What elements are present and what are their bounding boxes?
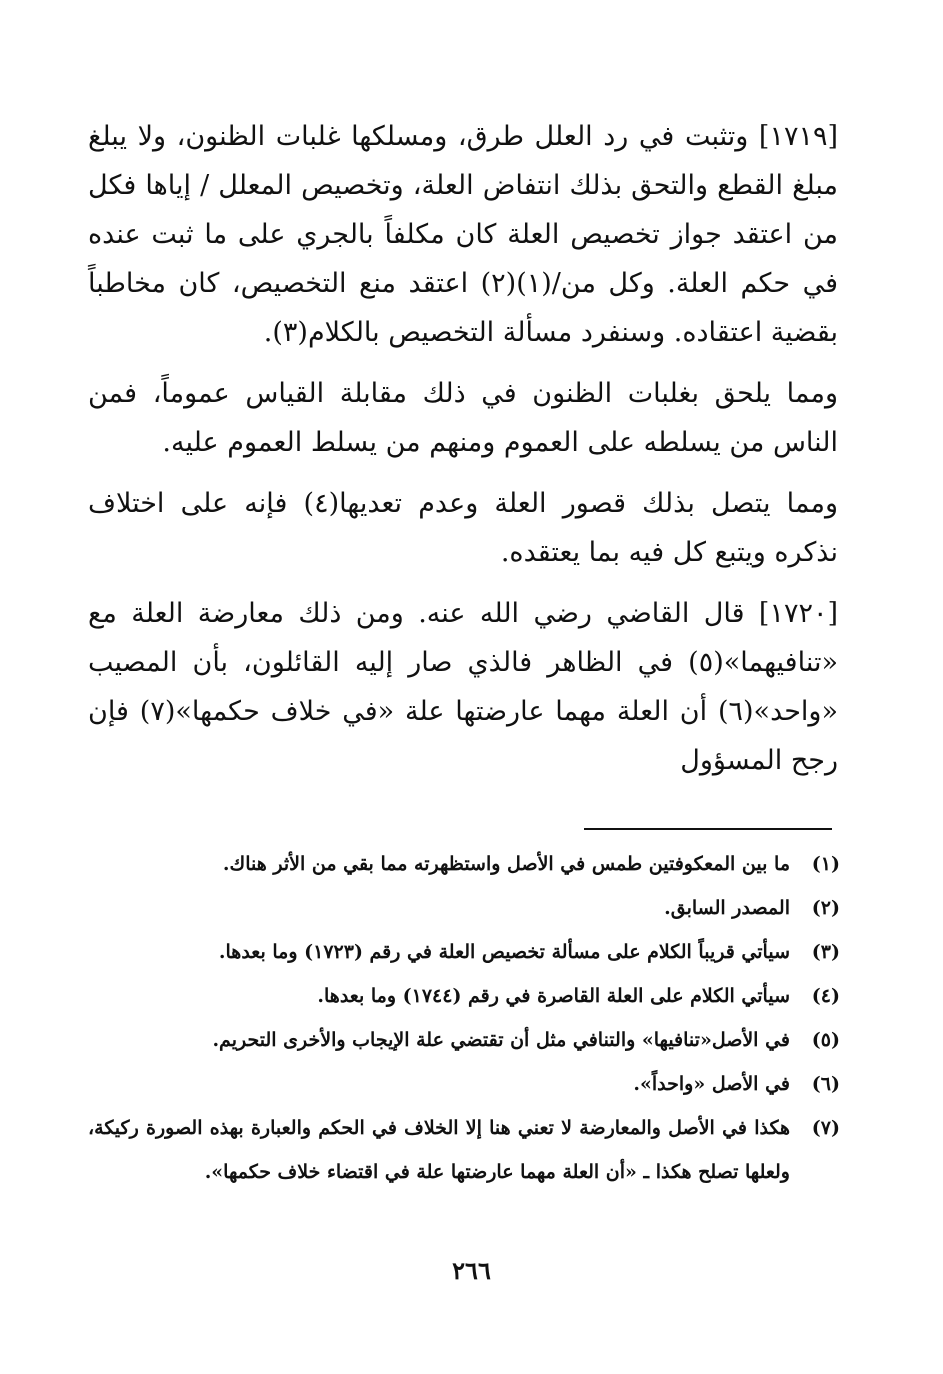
footnote-text: ما بين المعكوفتين طمس في الأصل واستظهرته مما بقي من الأثر هناك.: [222, 853, 790, 875]
footnote-number: (٤): [811, 985, 840, 1007]
paragraph-qusur-illa: ومما يتصل بذلك قصور العلة وعدم تعديها(٤) فإنه على اختلاف نذكره ويتبع كل فيه بما يعتقده.: [88, 488, 838, 568]
footnote-6: [88, 1062, 840, 1106]
footnote-number: (٣): [811, 941, 840, 963]
footnote-3: [88, 930, 840, 974]
paragraph-qiyas-umum: ومما يلحق بغلبات الظنون في ذلك مقابلة القياس عموماً، فمن الناس من يسلطه على العموم ومنهم من يسلط العموم عليه.: [88, 378, 838, 458]
footnote-text: هكذا في الأصل والمعارضة لا تعني هنا إلا الخلاف في الحكم والعبارة بهذه الصورة ركيكة، ولعلها تصلح هكذا ـ «أن العلة مهما عارضتها علة في اقتضاء خلاف حكمها».: [88, 1117, 790, 1183]
footnote-7: [88, 1106, 840, 1194]
footnote-text: المصدر السابق.: [664, 897, 790, 919]
paragraph-1719: [١٧١٩] وتثبت في رد العلل طرق، ومسلكها غلبات الظنون، ولا يبلغ مبلغ القطع والتحق بذلك انتفاض العلة، وتخصيص المعلل / إياها فكل من اعتقد جواز تخصيص العلة كان مكلفاً بالجري على ما ثبت عنده في حكم العلة. وكل من/(١)(٢) اعتقد منع التخصيص، كان مخاطباً بقضية اعتقاده. وسنفرد مسألة التخصيص بالكلام(٣).: [88, 121, 838, 348]
footnote-2: [88, 886, 840, 930]
footnote-4: [88, 974, 840, 1018]
page-number: ٢٦٦: [452, 1256, 491, 1285]
footnote-number: (٦): [811, 1073, 840, 1095]
footnote-number: (٢): [811, 897, 840, 919]
footnote-5: [88, 1018, 840, 1062]
paragraph-1720: [١٧٢٠] قال القاضي رضي الله عنه. ومن ذلك معارضة العلة مع «تنافيهما»(٥) في الظاهر فالذي صار إليه القائلون، بأن المصيب «واحد»(٦) أن العلة مهما عارضتها علة «في خلاف حكمها»(٧) فإن رجح المسؤول: [88, 598, 838, 776]
footnotes: [88, 842, 840, 1194]
footnote-1: [88, 842, 840, 886]
footnote-number: (١): [811, 853, 840, 875]
footnote-text: سيأتي الكلام على العلة القاصرة في رقم (١٧٤٤) وما بعدها.: [317, 985, 790, 1007]
footnote-text: في الأصل«تنافيها» والتنافي مثل أن تقتضي علة الإيجاب والأخرى التحريم.: [212, 1029, 790, 1051]
footnote-text: سيأتي قريباً الكلام على مسألة تخصيص العلة في رقم (١٧٢٣) وما بعدها.: [218, 941, 790, 963]
footnote-number: (٥): [811, 1029, 840, 1051]
footnote-separator: [584, 828, 832, 830]
main-text: [88, 112, 838, 785]
footnote-number: (٧): [811, 1117, 840, 1139]
footnote-text: في الأصل «واحداً».: [633, 1073, 790, 1095]
